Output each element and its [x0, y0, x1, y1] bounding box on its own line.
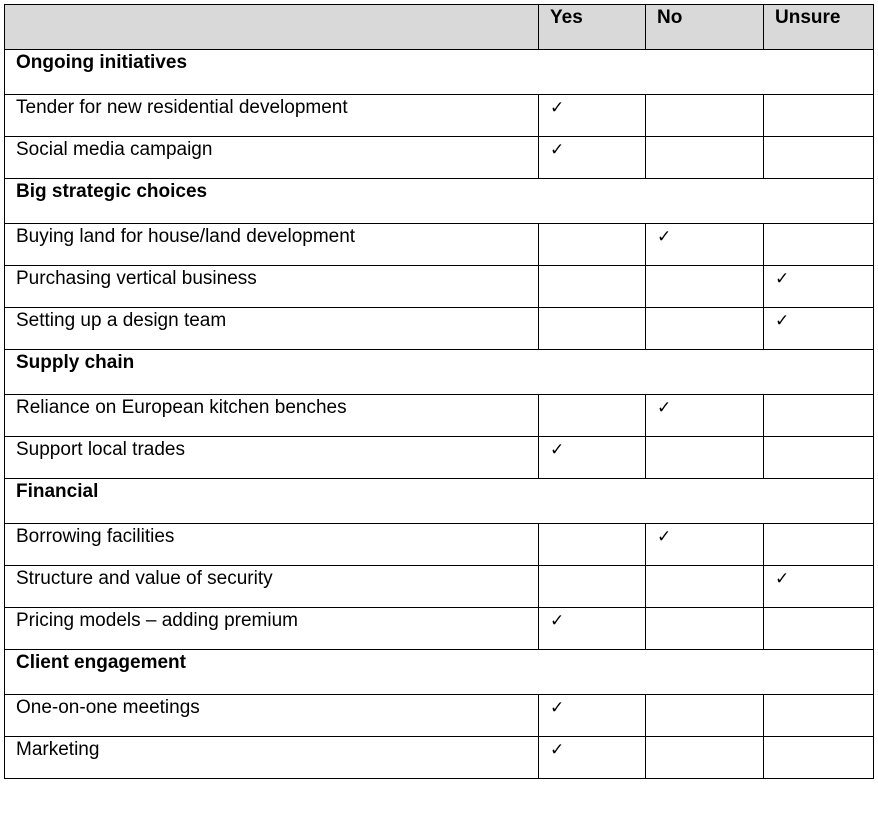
answer-cell-yes — [539, 737, 646, 779]
table-body — [5, 50, 874, 779]
answer-cell-no — [646, 524, 764, 566]
header-unsure: Unsure — [764, 5, 874, 50]
table-row — [5, 695, 874, 737]
answer-cell-unsure — [764, 266, 874, 308]
answer-cell-no — [646, 137, 764, 179]
table-row — [5, 737, 874, 779]
checkmark-icon: ✓ — [550, 740, 565, 760]
answer-cell-unsure — [764, 737, 874, 779]
header-label-cell — [5, 5, 539, 50]
table-row — [5, 95, 874, 137]
table-row — [5, 224, 874, 266]
item-label: Purchasing vertical business — [5, 266, 539, 308]
item-label: One-on-one meetings — [5, 695, 539, 737]
answer-cell-yes — [539, 308, 646, 350]
table-header — [5, 5, 874, 50]
item-label: Pricing models – adding premium — [5, 608, 539, 650]
answer-cell-unsure — [764, 566, 874, 608]
checkmark-icon: ✓ — [775, 311, 790, 331]
answer-cell-no — [646, 95, 764, 137]
table-row — [5, 395, 874, 437]
item-label: Borrowing facilities — [5, 524, 539, 566]
section-row — [5, 650, 874, 695]
table-row — [5, 437, 874, 479]
item-label: Support local trades — [5, 437, 539, 479]
item-label: Reliance on European kitchen benches — [5, 395, 539, 437]
section-title: Big strategic choices — [5, 179, 874, 224]
section-row — [5, 479, 874, 524]
section-title: Ongoing initiatives — [5, 50, 874, 95]
answer-cell-yes — [539, 137, 646, 179]
checkmark-icon: ✓ — [657, 527, 672, 547]
answer-cell-no — [646, 266, 764, 308]
decision-table — [4, 4, 874, 779]
item-label: Social media campaign — [5, 137, 539, 179]
header-no: No — [646, 5, 764, 50]
answer-cell-unsure — [764, 437, 874, 479]
table-row — [5, 608, 874, 650]
answer-cell-no — [646, 308, 764, 350]
item-label: Setting up a design team — [5, 308, 539, 350]
item-label: Marketing — [5, 737, 539, 779]
answer-cell-yes — [539, 224, 646, 266]
section-row — [5, 179, 874, 224]
answer-cell-unsure — [764, 608, 874, 650]
answer-cell-unsure — [764, 95, 874, 137]
checkmark-icon: ✓ — [775, 569, 790, 589]
answer-cell-no — [646, 437, 764, 479]
checkmark-icon: ✓ — [550, 98, 565, 118]
answer-cell-no — [646, 695, 764, 737]
answer-cell-no — [646, 395, 764, 437]
checkmark-icon: ✓ — [550, 140, 565, 160]
answer-cell-unsure — [764, 695, 874, 737]
answer-cell-no — [646, 608, 764, 650]
checkmark-icon: ✓ — [550, 440, 565, 460]
answer-cell-yes — [539, 524, 646, 566]
checkmark-icon: ✓ — [657, 227, 672, 247]
checkmark-icon: ✓ — [550, 611, 565, 631]
table-row — [5, 266, 874, 308]
answer-cell-yes — [539, 395, 646, 437]
answer-cell-unsure — [764, 224, 874, 266]
checkmark-icon: ✓ — [550, 698, 565, 718]
section-title: Financial — [5, 479, 874, 524]
answer-cell-yes — [539, 608, 646, 650]
answer-cell-unsure — [764, 395, 874, 437]
item-label: Structure and value of security — [5, 566, 539, 608]
checkmark-icon: ✓ — [775, 269, 790, 289]
table-row — [5, 308, 874, 350]
answer-cell-no — [646, 224, 764, 266]
answer-cell-unsure — [764, 308, 874, 350]
table-row — [5, 566, 874, 608]
answer-cell-yes — [539, 566, 646, 608]
section-row — [5, 350, 874, 395]
answer-cell-yes — [539, 695, 646, 737]
answer-cell-unsure — [764, 524, 874, 566]
answer-cell-yes — [539, 437, 646, 479]
section-title: Client engagement — [5, 650, 874, 695]
answer-cell-yes — [539, 266, 646, 308]
item-label: Buying land for house/land development — [5, 224, 539, 266]
section-row — [5, 50, 874, 95]
table-row — [5, 137, 874, 179]
table-row — [5, 524, 874, 566]
checkmark-icon: ✓ — [657, 398, 672, 418]
header-yes: Yes — [539, 5, 646, 50]
answer-cell-unsure — [764, 137, 874, 179]
answer-cell-no — [646, 566, 764, 608]
item-label: Tender for new residential development — [5, 95, 539, 137]
section-title: Supply chain — [5, 350, 874, 395]
answer-cell-yes — [539, 95, 646, 137]
answer-cell-no — [646, 737, 764, 779]
header-row — [5, 5, 874, 50]
